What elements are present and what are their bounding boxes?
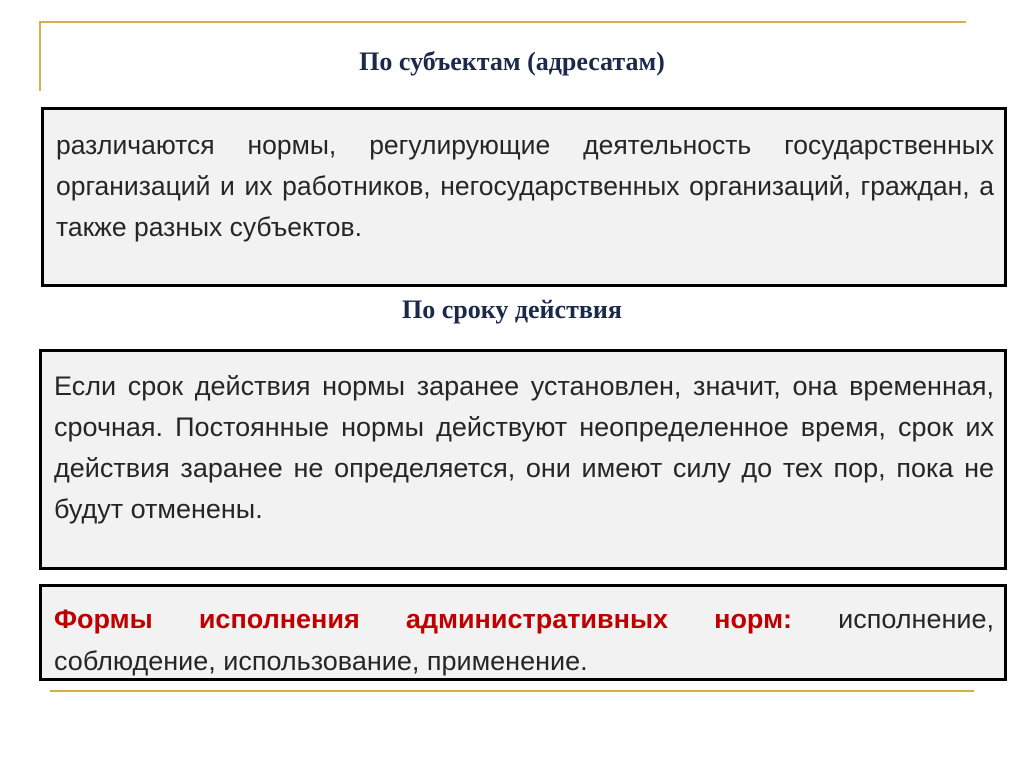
forms-text-box <box>39 584 1007 681</box>
forms-paragraph <box>54 598 994 682</box>
bottom-decorative-rule <box>50 690 974 692</box>
forms-list: исполнение, соблюдение, использование, применение. <box>54 604 994 676</box>
duration-text-box <box>39 349 1007 570</box>
heading-by-subjects: По субъектам (адресатам) <box>359 47 665 76</box>
heading-by-duration: По сроку действия <box>402 295 622 324</box>
duration-paragraph: Если срок действия нормы заранее установлен, значит, она временная, срочная. Постоянные нормы действуют неопределенное время, срок их действия заранее не определяется, они имеют силу до тех пор, пока не будут отменены. <box>54 371 994 524</box>
top-decorative-rule <box>40 21 966 23</box>
forms-label: Формы исполнения административных норм: <box>54 604 793 634</box>
subjects-paragraph: различаются нормы, регулирующие деятельность государственных организаций и их работников, негосударственных организаций, граждан, а также разных субъектов. <box>56 130 994 242</box>
subjects-text-box <box>41 107 1007 287</box>
